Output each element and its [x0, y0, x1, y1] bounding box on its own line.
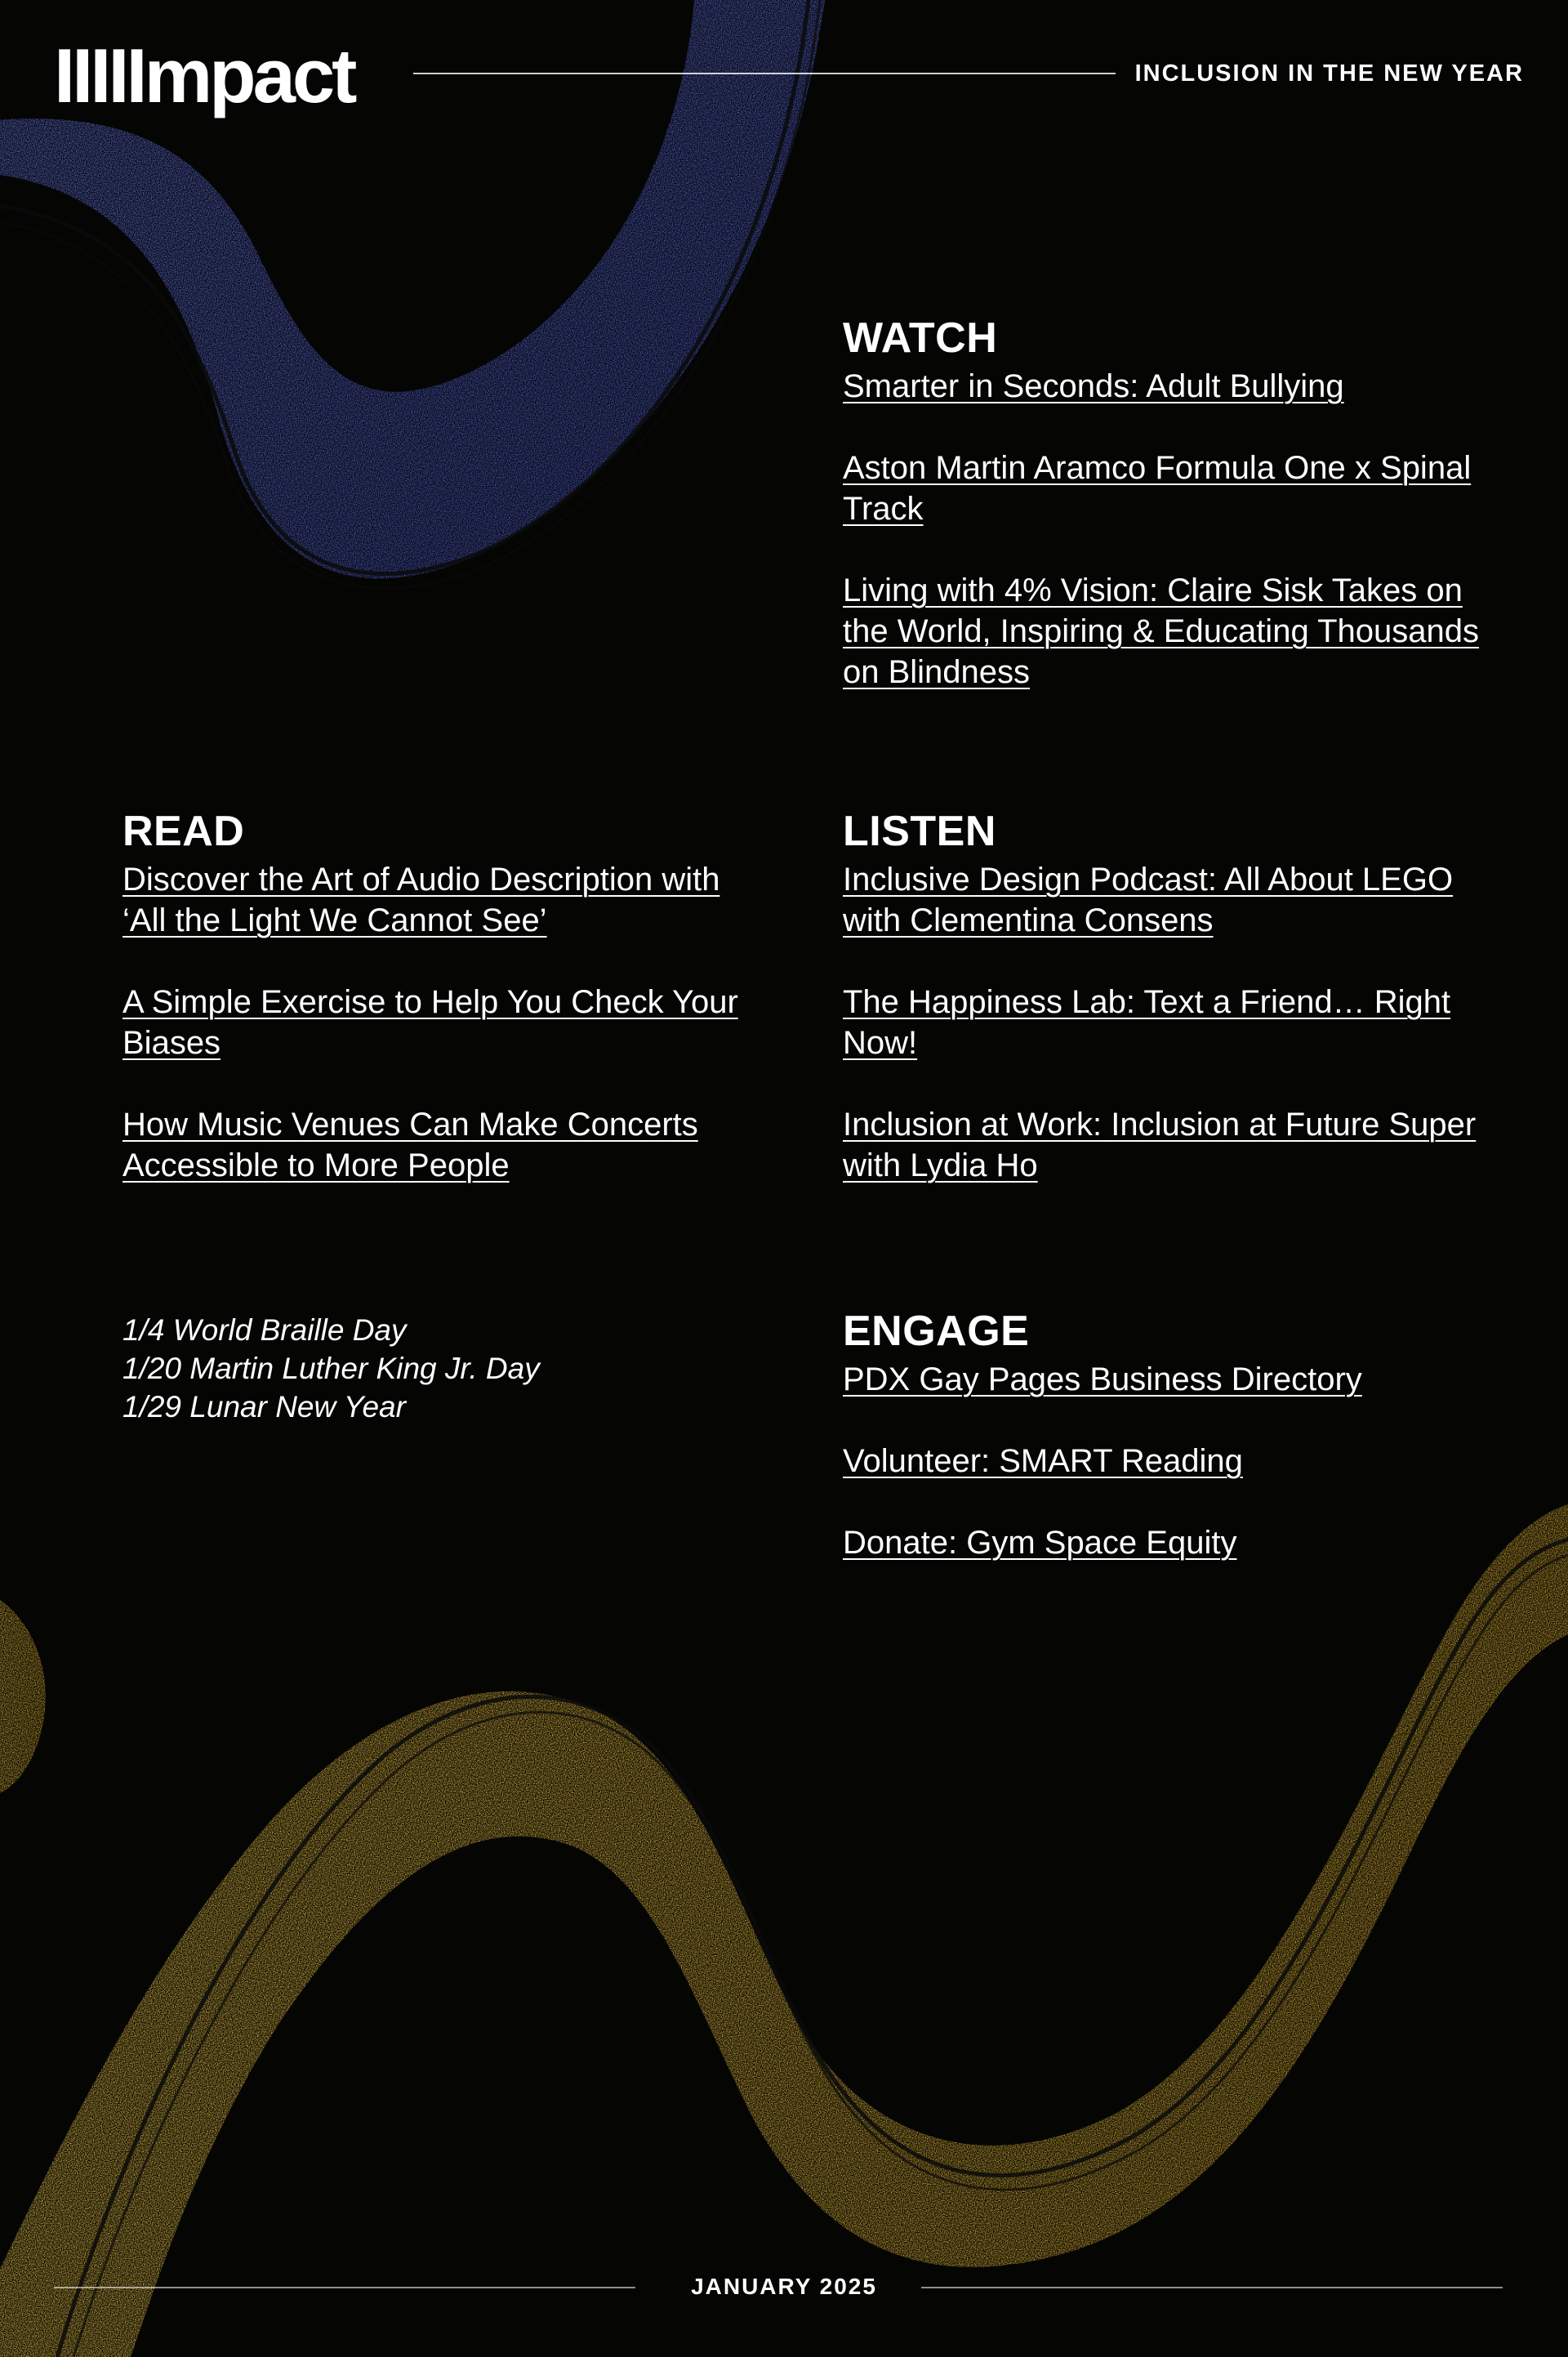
engage-link-smart-reading[interactable]: Volunteer: SMART Reading [843, 1443, 1243, 1480]
list-item [843, 1359, 1480, 1400]
read-link-list [122, 859, 760, 1186]
date-item: 1/29 Lunar New Year [122, 1390, 406, 1424]
watch-heading: WATCH [843, 314, 998, 362]
watch-link-list [843, 366, 1480, 693]
listen-link-inclusive-design-podcast[interactable]: Inclusive Design Podcast: All About LEGO with Clementina Consens [843, 862, 1454, 939]
list-item [843, 982, 1480, 1063]
list-item [843, 859, 1480, 941]
watch-link-adult-bullying[interactable]: Smarter in Seconds: Adult Bullying [843, 368, 1344, 405]
watch-link-aston-martin[interactable]: Aston Martin Aramco Formula One x Spinal Track [843, 450, 1472, 528]
watch-section [843, 315, 1480, 733]
newsletter-title: INCLUSION IN THE NEW YEAR [1134, 60, 1524, 87]
engage-link-pdx-gay-pages[interactable]: PDX Gay Pages Business Directory [843, 1361, 1362, 1398]
engage-link-gym-space-equity[interactable]: Donate: Gym Space Equity [843, 1525, 1237, 1562]
list-item [843, 366, 1480, 407]
read-heading: READ [122, 808, 245, 855]
listen-link-inclusion-at-work[interactable]: Inclusion at Work: Inclusion at Future Super with Lydia Ho [843, 1107, 1477, 1184]
list-item [843, 570, 1480, 693]
yellow-wave [0, 1501, 1568, 2357]
read-link-check-biases[interactable]: A Simple Exercise to Help You Check Your Biases [122, 984, 738, 1062]
engage-section [843, 1308, 1480, 1604]
issue-date: JANUARY 2025 [691, 2274, 877, 2299]
read-link-music-venues[interactable]: How Music Venues Can Make Concerts Accessible to More People [122, 1107, 698, 1184]
impact-logo: IIIIImpact [54, 33, 354, 118]
listen-section [843, 809, 1480, 1227]
footer-divider-right [921, 2287, 1503, 2288]
engage-heading: ENGAGE [843, 1308, 1030, 1355]
watch-link-claire-sisk[interactable]: Living with 4% Vision: Claire Sisk Takes on the World, Inspiring & Educating Thousands on Blindness [843, 573, 1479, 691]
list-item [122, 982, 760, 1063]
date-item: 1/20 Martin Luther King Jr. Day [122, 1352, 540, 1385]
list-item [843, 448, 1480, 529]
list-item [122, 859, 760, 941]
read-link-audio-description[interactable]: Discover the Art of Audio Description with ‘All the Light We Cannot See’ [122, 862, 720, 939]
list-item [843, 1522, 1480, 1563]
list-item [843, 1441, 1480, 1481]
read-section [122, 809, 760, 1227]
listen-heading: LISTEN [843, 808, 996, 855]
observance-dates [122, 1311, 540, 1426]
list-item [122, 1104, 760, 1186]
listen-link-list [843, 859, 1480, 1186]
engage-link-list [843, 1359, 1480, 1563]
listen-link-happiness-lab[interactable]: The Happiness Lab: Text a Friend… Right Now! [843, 984, 1451, 1062]
header-divider [413, 73, 1116, 74]
date-item: 1/4 World Braille Day [122, 1313, 407, 1347]
list-item [843, 1104, 1480, 1186]
